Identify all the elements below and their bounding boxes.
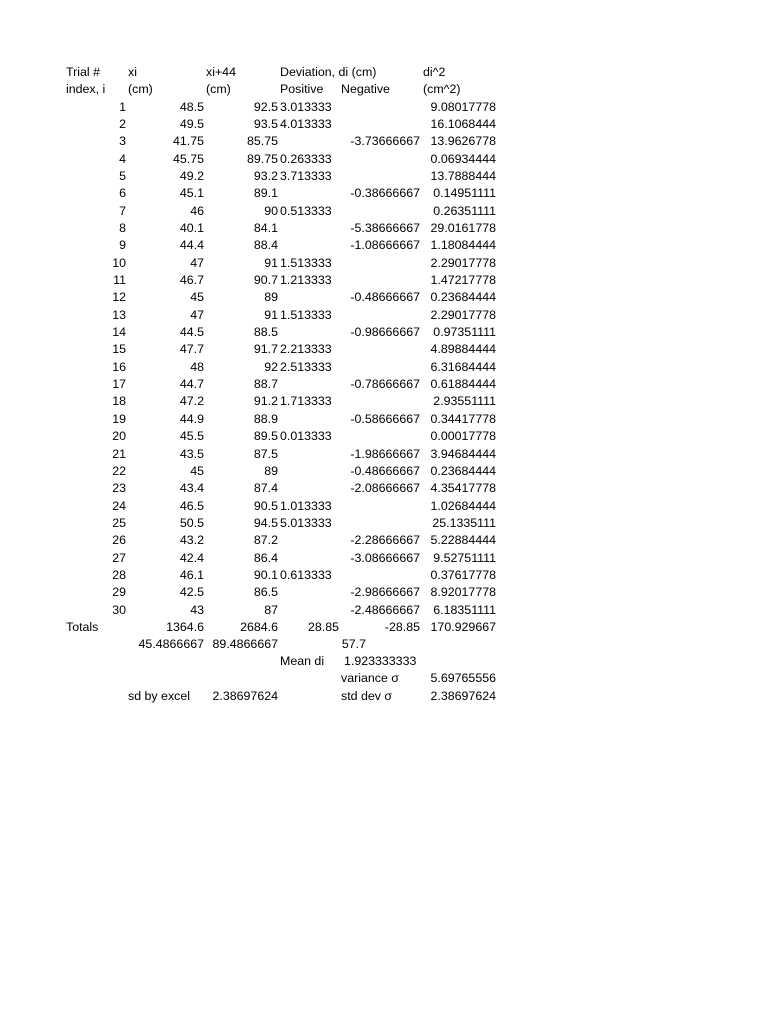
row-negative: -0.58666667: [350, 411, 420, 426]
row-xi: 50.5: [179, 515, 204, 530]
row-di2: 6.31684444: [430, 359, 496, 374]
row-di2: 25.1335111: [432, 515, 496, 530]
header-deviation: Deviation, di (cm): [280, 65, 377, 79]
row-positive: 1.513333: [280, 255, 332, 270]
std-dev-value: 2.38697624: [430, 689, 496, 703]
mean-di-label: Mean di: [280, 654, 325, 668]
row-xi44: 89.5: [253, 429, 278, 444]
row-index: 14: [112, 325, 126, 340]
row-xi: 45: [190, 463, 204, 478]
row-xi: 43.2: [179, 533, 204, 548]
row-xi44: 89.1: [253, 186, 278, 201]
row-xi: 45.75: [172, 151, 204, 166]
row-positive: 2.213333: [280, 342, 332, 357]
row-xi44: 87: [264, 602, 278, 617]
row-negative: [339, 151, 420, 168]
row-xi: 40.1: [179, 220, 204, 235]
row-xi44: 94.5: [253, 515, 278, 530]
row-negative: -2.08666667: [350, 481, 420, 496]
row-xi44: 92: [264, 359, 278, 374]
row-xi: 45: [190, 290, 204, 305]
row-di2: 8.92017778: [430, 585, 496, 600]
row-xi: 45.5: [179, 429, 204, 444]
row-xi44: 91: [264, 307, 278, 322]
row-index: 4: [119, 151, 126, 166]
row-di2: 2.29017778: [430, 307, 496, 322]
row-xi44: 88.4: [253, 238, 278, 253]
totals-negative: -28.85: [384, 620, 420, 634]
header-positive: Positive: [280, 82, 324, 96]
row-xi: 44.7: [179, 377, 204, 392]
header-negative: Negative: [341, 82, 390, 96]
row-negative: [339, 307, 420, 324]
row-xi: 42.5: [179, 585, 204, 600]
row-xi: 42.4: [179, 550, 204, 565]
row-di2: 1.47217778: [430, 273, 496, 287]
totals-xi44: 2684.6: [240, 620, 278, 634]
row-di2: 16.1068444: [430, 116, 496, 131]
variance-label: variance σ: [341, 671, 399, 685]
row-xi44: 92.5: [253, 99, 278, 114]
row-xi44: 85.75: [246, 134, 278, 149]
row-negative: [339, 116, 420, 133]
row-negative: -3.73666667: [350, 134, 420, 149]
totals-positive: 28.85: [307, 620, 339, 634]
header-xi-unit: (cm): [128, 82, 153, 96]
row-xi: 43: [190, 602, 204, 617]
row-di2: 0.34417778: [430, 411, 496, 426]
row-positive: 0.613333: [280, 567, 332, 582]
row-di2: 0.97351111: [433, 325, 496, 340]
row-xi44: 91: [264, 255, 278, 270]
row-index: 8: [119, 220, 126, 235]
row-positive: 0.263333: [280, 151, 332, 166]
row-xi: 47.7: [179, 342, 204, 357]
row-xi: 44.4: [179, 238, 204, 253]
row-di2: 0.26351111: [433, 203, 496, 218]
row-negative: -2.48666667: [350, 602, 420, 617]
row-di2: 0.00017778: [430, 429, 496, 444]
row-xi44: 89: [264, 290, 278, 305]
row-negative: -1.08666667: [350, 238, 420, 253]
totals-xi: 1364.6: [166, 620, 204, 634]
row-index: 22: [112, 463, 126, 478]
row-xi44: 93.2: [253, 168, 278, 183]
variance-value: 5.69765556: [430, 671, 496, 685]
row-index: 6: [119, 186, 126, 201]
row-negative: [339, 341, 420, 358]
row-di2: 5.22884444: [430, 533, 496, 548]
mean-xi: 45.4866667: [138, 637, 204, 651]
row-index: 2: [119, 116, 126, 131]
row-xi: 43.4: [179, 481, 204, 496]
row-negative: -5.38666667: [350, 220, 420, 235]
row-index: 15: [112, 342, 126, 357]
row-negative: -2.28666667: [350, 533, 420, 548]
row-xi: 46.5: [179, 498, 204, 513]
row-xi: 43.5: [179, 446, 204, 461]
row-xi44: 87.2: [253, 533, 278, 548]
row-positive: 1.713333: [280, 394, 332, 409]
row-xi: 47: [190, 307, 204, 322]
row-xi44: 88.5: [253, 325, 278, 340]
mean-di-value: 1.923333333: [344, 654, 417, 668]
row-negative: -1.98666667: [350, 446, 420, 461]
row-xi44: 86.5: [253, 585, 278, 600]
row-xi: 48.5: [179, 99, 204, 114]
row-index: 3: [119, 134, 126, 149]
row-xi: 49.5: [179, 116, 204, 131]
row-xi44: 84.1: [253, 220, 278, 235]
row-di2: 2.29017778: [430, 255, 496, 270]
row-index: 16: [112, 359, 126, 374]
row-di2: 4.35417778: [430, 481, 496, 496]
row-xi: 45.1: [179, 186, 204, 201]
row-index: 17: [112, 377, 126, 392]
row-positive: 1.513333: [280, 307, 332, 322]
row-negative: -0.48666667: [350, 463, 420, 478]
row-positive: 3.713333: [280, 168, 332, 183]
row-di2: 13.7888444: [430, 168, 496, 183]
row-negative: -0.38666667: [350, 186, 420, 201]
row-xi: 46.1: [179, 567, 204, 582]
row-negative: -2.98666667: [350, 585, 420, 600]
sd-excel-value: 2.38697624: [212, 689, 278, 703]
row-xi44: 89.75: [246, 151, 278, 166]
row-negative: [339, 99, 420, 116]
row-xi44: 89: [264, 463, 278, 478]
row-xi44: 86.4: [253, 550, 278, 565]
row-negative: -0.98666667: [350, 325, 420, 340]
row-xi: 41.75: [172, 134, 204, 149]
totals-di2: 170.929667: [430, 620, 496, 634]
row-index: 28: [112, 567, 126, 582]
row-index: 1: [119, 99, 126, 114]
row-xi: 46: [190, 203, 204, 218]
header-index: index, i: [66, 82, 106, 96]
row-negative: [339, 393, 420, 410]
row-di2: 0.23684444: [430, 463, 496, 478]
header-trial: Trial #: [66, 65, 100, 79]
row-di2: 1.02684444: [430, 498, 496, 513]
row-di2: 0.23684444: [430, 290, 496, 305]
std-dev-label: std dev σ: [341, 689, 393, 703]
row-di2: 13.9626778: [430, 134, 496, 149]
row-negative: [339, 515, 420, 532]
header-xi44-unit: (cm): [206, 82, 231, 96]
row-negative: [339, 203, 420, 220]
row-di2: 0.06934444: [430, 151, 496, 166]
row-xi44: 88.7: [253, 377, 278, 392]
row-index: 26: [112, 533, 126, 548]
row-xi44: 90.1: [253, 567, 278, 582]
row-index: 13: [112, 307, 126, 322]
row-index: 25: [112, 515, 126, 530]
row-di2: 1.18084444: [430, 238, 496, 253]
row-positive: 4.013333: [280, 116, 332, 131]
sd-excel-label: sd by excel: [128, 689, 190, 703]
row-di2: 2.93551111: [433, 394, 496, 409]
row-xi44: 87.4: [253, 481, 278, 496]
row-negative: [339, 428, 420, 445]
row-xi: 48: [190, 359, 204, 374]
row-index: 19: [112, 411, 126, 426]
row-index: 11: [113, 273, 126, 287]
row-negative: [339, 359, 420, 376]
row-index: 9: [119, 238, 126, 253]
row-index: 5: [119, 168, 126, 183]
row-xi: 49.2: [179, 168, 204, 183]
row-index: 29: [112, 585, 126, 600]
row-positive: 0.513333: [280, 203, 332, 218]
row-positive: 2.513333: [280, 359, 332, 374]
row-di2: 29.0161778: [430, 220, 496, 235]
row-xi: 47: [190, 255, 204, 270]
row-negative: [339, 168, 420, 185]
header-di-squared: di^2: [423, 65, 446, 79]
row-xi: 44.5: [179, 325, 204, 340]
row-negative: -3.08666667: [350, 550, 420, 565]
mean-xi44: 89.4866667: [212, 637, 278, 651]
row-negative: [339, 255, 420, 272]
row-xi44: 90.5: [253, 498, 278, 513]
row-negative: [339, 272, 420, 289]
row-positive: 3.013333: [280, 99, 332, 114]
row-positive: 1.213333: [280, 273, 332, 287]
row-index: 23: [112, 481, 126, 496]
row-di2: 9.52751111: [433, 550, 496, 565]
row-xi44: 88.9: [253, 411, 278, 426]
row-di2: 9.08017778: [430, 99, 496, 114]
row-negative: [339, 498, 420, 515]
row-negative: [339, 567, 420, 584]
row-index: 10: [112, 255, 126, 270]
row-xi: 46.7: [179, 273, 204, 287]
row-di2: 6.18351111: [433, 602, 496, 617]
row-xi44: 90.7: [253, 273, 278, 287]
header-xi-plus-44: xi+44: [206, 65, 236, 79]
row-negative: -0.78666667: [350, 377, 420, 392]
row-index: 30: [112, 602, 126, 617]
row-di2: 0.14951111: [433, 186, 496, 201]
row-positive: 0.013333: [280, 429, 332, 444]
row-index: 12: [112, 290, 126, 305]
row-xi: 44.9: [179, 411, 204, 426]
row-xi44: 87.5: [253, 446, 278, 461]
row-xi44: 91.2: [253, 394, 278, 409]
row-index: 7: [119, 203, 126, 218]
row-index: 18: [112, 394, 126, 409]
sum-abs-deviation: 57.7: [341, 637, 366, 651]
header-di2-unit: (cm^2): [423, 82, 461, 96]
row-xi44: 91.7: [253, 342, 278, 357]
row-positive: 5.013333: [280, 515, 332, 530]
row-di2: 4.89884444: [430, 342, 496, 357]
row-di2: 0.61884444: [430, 377, 496, 392]
row-index: 21: [112, 446, 126, 461]
row-positive: 1.013333: [280, 498, 332, 513]
row-index: 24: [112, 498, 126, 513]
row-xi: 47.2: [179, 394, 204, 409]
row-di2: 0.37617778: [430, 567, 496, 582]
row-index: 20: [112, 429, 126, 444]
row-negative: -0.48666667: [350, 290, 420, 305]
totals-label: Totals: [66, 620, 99, 634]
row-xi44: 90: [264, 203, 278, 218]
row-index: 27: [112, 550, 126, 565]
header-xi: xi: [128, 65, 137, 79]
row-di2: 3.94684444: [430, 446, 496, 461]
row-xi44: 93.5: [253, 116, 278, 131]
